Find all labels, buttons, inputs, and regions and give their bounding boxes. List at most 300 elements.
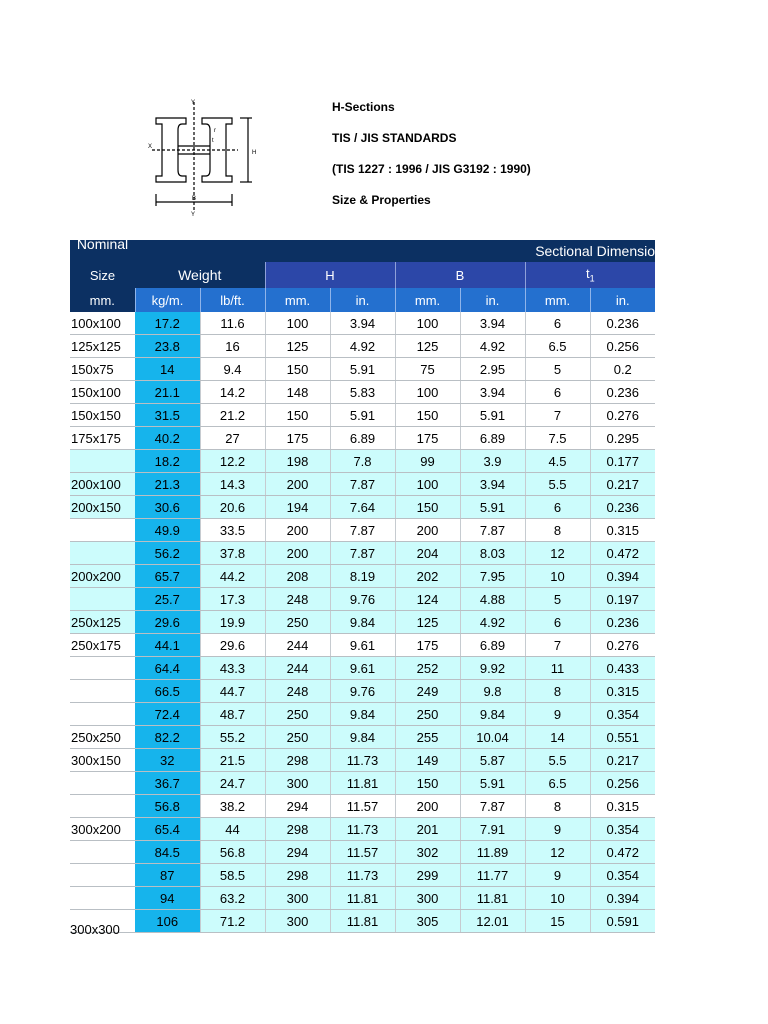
weight-kg-cell: 94 xyxy=(135,887,200,910)
t-mm-cell: 9 xyxy=(525,818,590,841)
t-mm-cell: 5.5 xyxy=(525,749,590,772)
h-mm-cell: 148 xyxy=(265,381,330,404)
h-mm-cell: 200 xyxy=(265,542,330,565)
b-in-cell: 7.87 xyxy=(460,795,525,818)
b-mm-cell: 99 xyxy=(395,450,460,473)
h-mm-cell: 248 xyxy=(265,588,330,611)
h-mm-cell: 150 xyxy=(265,358,330,381)
b-mm-cell: 75 xyxy=(395,358,460,381)
b-mm-cell: 125 xyxy=(395,335,460,358)
t-in-cell: 0.177 xyxy=(590,450,655,473)
t-in-cell: 0.354 xyxy=(590,703,655,726)
weight-lb-cell: 21.5 xyxy=(200,749,265,772)
b-in-cell: 4.92 xyxy=(460,335,525,358)
b-in-cell: 12.01 xyxy=(460,910,525,933)
t-mm-cell: 6 xyxy=(525,312,590,335)
table-row xyxy=(70,726,655,749)
t-mm-cell: 11 xyxy=(525,657,590,680)
h-mm-cell: 150 xyxy=(265,404,330,427)
h-mm-cell: 200 xyxy=(265,473,330,496)
weight-kg-cell: 23.8 xyxy=(135,335,200,358)
t-in-cell: 0.315 xyxy=(590,680,655,703)
t-in-cell: 0.236 xyxy=(590,381,655,404)
b-in-cell: 7.87 xyxy=(460,519,525,542)
table-row xyxy=(70,427,655,450)
b-in-cell: 6.89 xyxy=(460,427,525,450)
b-in-cell: 9.84 xyxy=(460,703,525,726)
size-cell: 175x175 xyxy=(70,427,135,450)
t-in-cell: 0.276 xyxy=(590,404,655,427)
weight-lb-cell: 56.8 xyxy=(200,841,265,864)
t-mm-cell: 8 xyxy=(525,795,590,818)
b-mm-cell: 300 xyxy=(395,887,460,910)
t-mm-cell: 5.5 xyxy=(525,473,590,496)
t-in-cell: 0.276 xyxy=(590,634,655,657)
h-in-cell: 8.19 xyxy=(330,565,395,588)
h-in-cell: 6.89 xyxy=(330,427,395,450)
h-mm-cell: 125 xyxy=(265,335,330,358)
table-row xyxy=(70,358,655,381)
weight-kg-cell: 106 xyxy=(135,910,200,933)
b-in-cell: 5.91 xyxy=(460,404,525,427)
b-in-cell: 5.87 xyxy=(460,749,525,772)
b-mm-cell: 175 xyxy=(395,634,460,657)
weight-lb-cell: 55.2 xyxy=(200,726,265,749)
t-mm-cell: 15 xyxy=(525,910,590,933)
t-in-cell: 0.2 xyxy=(590,358,655,381)
properties-table xyxy=(70,236,656,937)
h-mm-header: mm. xyxy=(265,288,330,312)
size-cell: 125x125 xyxy=(70,335,135,358)
h-mm-cell: 208 xyxy=(265,565,330,588)
weight-kg-cell: 30.6 xyxy=(135,496,200,519)
t-mm-cell: 6 xyxy=(525,381,590,404)
b-mm-cell: 200 xyxy=(395,795,460,818)
weight-lb-cell: 14.3 xyxy=(200,473,265,496)
b-mm-cell: 252 xyxy=(395,657,460,680)
table-row xyxy=(70,680,655,703)
weight-lb-cell: 63.2 xyxy=(200,887,265,910)
b-mm-cell: 150 xyxy=(395,404,460,427)
table-row xyxy=(70,588,655,611)
h-in-cell: 5.91 xyxy=(330,404,395,427)
weight-lb-cell: 48.7 xyxy=(200,703,265,726)
b-mm-cell: 305 xyxy=(395,910,460,933)
h-in-cell: 11.81 xyxy=(330,772,395,795)
b-in-cell: 3.9 xyxy=(460,450,525,473)
b-in-cell: 5.91 xyxy=(460,772,525,795)
table-row xyxy=(70,542,655,565)
size-header: Size xyxy=(70,262,135,288)
t-mm-cell: 6.5 xyxy=(525,335,590,358)
table-row xyxy=(70,634,655,657)
weight-lb-cell: 27 xyxy=(200,427,265,450)
t-mm-cell: 8 xyxy=(525,680,590,703)
b-mm-header: mm. xyxy=(395,288,460,312)
h-mm-cell: 250 xyxy=(265,726,330,749)
cutoff-size-label: 300x300 xyxy=(70,922,120,937)
t-mm-cell: 9 xyxy=(525,864,590,887)
table-row xyxy=(70,887,655,910)
t-in-cell: 0.551 xyxy=(590,726,655,749)
size-cell xyxy=(70,864,135,887)
h-in-cell: 9.76 xyxy=(330,588,395,611)
standards-title: TIS / JIS STANDARDS xyxy=(332,131,457,145)
h-in-cell: 5.83 xyxy=(330,381,395,404)
size-cell xyxy=(70,772,135,795)
t-in-cell: 0.394 xyxy=(590,887,655,910)
t-in-cell: 0.217 xyxy=(590,473,655,496)
size-cell xyxy=(70,795,135,818)
b-in-cell: 11.89 xyxy=(460,841,525,864)
weight-lb-cell: 38.2 xyxy=(200,795,265,818)
table-row xyxy=(70,864,655,887)
section-title: H-Sections xyxy=(332,100,395,114)
b-mm-cell: 249 xyxy=(395,680,460,703)
weight-kg-cell: 44.1 xyxy=(135,634,200,657)
b-in-cell: 8.03 xyxy=(460,542,525,565)
weight-lb-cell: 16 xyxy=(200,335,265,358)
weight-lb-cell: 11.6 xyxy=(200,312,265,335)
t-mm-cell: 7 xyxy=(525,404,590,427)
weight-kg-cell: 36.7 xyxy=(135,772,200,795)
size-cell: 200x150 xyxy=(70,496,135,519)
weight-lb-cell: 33.5 xyxy=(200,519,265,542)
h-mm-cell: 194 xyxy=(265,496,330,519)
t-in-cell: 0.197 xyxy=(590,588,655,611)
weight-lb-cell: 71.2 xyxy=(200,910,265,933)
t-in-cell: 0.315 xyxy=(590,795,655,818)
diagram-label-t: t xyxy=(212,138,214,144)
h-mm-cell: 300 xyxy=(265,772,330,795)
table-row xyxy=(70,611,655,634)
weight-kg-cell: 14 xyxy=(135,358,200,381)
size-cell: 300x200 xyxy=(70,818,135,841)
h-in-cell: 7.87 xyxy=(330,542,395,565)
b-in-cell: 9.92 xyxy=(460,657,525,680)
size-cell xyxy=(70,588,135,611)
b-in-cell: 6.89 xyxy=(460,634,525,657)
t-in-cell: 0.591 xyxy=(590,910,655,933)
table-row xyxy=(70,519,655,542)
b-mm-cell: 150 xyxy=(395,772,460,795)
t-mm-cell: 14 xyxy=(525,726,590,749)
b-in-cell: 9.8 xyxy=(460,680,525,703)
weight-kg-cell: 87 xyxy=(135,864,200,887)
t-in-cell: 0.236 xyxy=(590,496,655,519)
weight-lb-cell: 17.3 xyxy=(200,588,265,611)
size-cell xyxy=(70,887,135,910)
h-in-cell: 9.61 xyxy=(330,657,395,680)
h-mm-cell: 250 xyxy=(265,611,330,634)
weight-kg-cell: 84.5 xyxy=(135,841,200,864)
h-in-cell: 11.73 xyxy=(330,818,395,841)
size-cell xyxy=(70,680,135,703)
size-cell xyxy=(70,841,135,864)
t-mm-cell: 8 xyxy=(525,519,590,542)
t-in-cell: 0.236 xyxy=(590,312,655,335)
weight-lb-cell: 20.6 xyxy=(200,496,265,519)
weight-kg-cell: 21.3 xyxy=(135,473,200,496)
b-in-header: in. xyxy=(460,288,525,312)
t-in-cell: 0.236 xyxy=(590,611,655,634)
t-mm-header: mm. xyxy=(525,288,590,312)
t-in-cell: 0.472 xyxy=(590,542,655,565)
h-in-cell: 9.84 xyxy=(330,703,395,726)
h-mm-cell: 244 xyxy=(265,634,330,657)
table-row xyxy=(70,565,655,588)
b-mm-cell: 124 xyxy=(395,588,460,611)
b-mm-cell: 100 xyxy=(395,473,460,496)
t-in-cell: 0.394 xyxy=(590,565,655,588)
size-cell: 300x150 xyxy=(70,749,135,772)
size-cell: 250x125 xyxy=(70,611,135,634)
t-mm-cell: 7 xyxy=(525,634,590,657)
weight-kg-cell: 66.5 xyxy=(135,680,200,703)
h-in-header: in. xyxy=(330,288,395,312)
weight-lb-cell: 37.8 xyxy=(200,542,265,565)
size-properties-subtitle: Size & Properties xyxy=(332,193,431,207)
weight-kg-cell: 17.2 xyxy=(135,312,200,335)
h-mm-cell: 198 xyxy=(265,450,330,473)
weight-lb-cell: 44.7 xyxy=(200,680,265,703)
t-mm-cell: 7.5 xyxy=(525,427,590,450)
h-in-cell: 11.73 xyxy=(330,864,395,887)
table-row xyxy=(70,496,655,519)
weight-lb-cell: 43.3 xyxy=(200,657,265,680)
diagram-label-y-top: Y xyxy=(191,100,196,106)
t-mm-cell: 6.5 xyxy=(525,772,590,795)
weight-kg-cell: 25.7 xyxy=(135,588,200,611)
b-in-cell: 4.88 xyxy=(460,588,525,611)
h-mm-cell: 300 xyxy=(265,910,330,933)
h-in-cell: 9.61 xyxy=(330,634,395,657)
b-mm-cell: 200 xyxy=(395,519,460,542)
weight-kg-cell: 40.2 xyxy=(135,427,200,450)
t-in-cell: 0.354 xyxy=(590,818,655,841)
h-group-header: H xyxy=(265,262,395,288)
size-cell xyxy=(70,450,135,473)
size-cell: 100x100 xyxy=(70,312,135,335)
t-mm-cell: 12 xyxy=(525,841,590,864)
b-in-cell: 3.94 xyxy=(460,381,525,404)
b-in-cell: 11.77 xyxy=(460,864,525,887)
h-in-cell: 4.92 xyxy=(330,335,395,358)
weight-lb-cell: 44 xyxy=(200,818,265,841)
size-cell: 150x75 xyxy=(70,358,135,381)
table-row xyxy=(70,657,655,680)
weight-kg-cell: 32 xyxy=(135,749,200,772)
h-in-cell: 11.73 xyxy=(330,749,395,772)
diagram-label-x: X xyxy=(148,144,153,150)
b-mm-cell: 100 xyxy=(395,312,460,335)
weight-lb-cell: 44.2 xyxy=(200,565,265,588)
table-row xyxy=(70,795,655,818)
weight-kg-cell: 64.4 xyxy=(135,657,200,680)
size-cell: 250x250 xyxy=(70,726,135,749)
b-mm-cell: 250 xyxy=(395,703,460,726)
t-mm-cell: 4.5 xyxy=(525,450,590,473)
h-in-cell: 7.8 xyxy=(330,450,395,473)
h-mm-cell: 294 xyxy=(265,795,330,818)
b-in-cell: 7.91 xyxy=(460,818,525,841)
b-group-header: B xyxy=(395,262,525,288)
b-in-cell: 2.95 xyxy=(460,358,525,381)
size-cell xyxy=(70,703,135,726)
h-in-cell: 11.57 xyxy=(330,841,395,864)
sectional-dimension-header: Sectional Dimensio xyxy=(265,240,655,262)
b-in-cell: 4.92 xyxy=(460,611,525,634)
weight-lb-header: lb/ft. xyxy=(200,288,265,312)
h-in-cell: 7.87 xyxy=(330,519,395,542)
b-mm-cell: 201 xyxy=(395,818,460,841)
h-mm-cell: 298 xyxy=(265,749,330,772)
weight-kg-cell: 56.2 xyxy=(135,542,200,565)
t-mm-cell: 5 xyxy=(525,358,590,381)
table-row xyxy=(70,818,655,841)
h-mm-cell: 298 xyxy=(265,864,330,887)
weight-kg-cell: 49.9 xyxy=(135,519,200,542)
b-in-cell: 11.81 xyxy=(460,887,525,910)
weight-kg-cell: 21.1 xyxy=(135,381,200,404)
t1-subscript: 1 xyxy=(589,273,595,284)
b-mm-cell: 302 xyxy=(395,841,460,864)
weight-lb-cell: 14.2 xyxy=(200,381,265,404)
b-in-cell: 3.94 xyxy=(460,473,525,496)
weight-lb-cell: 12.2 xyxy=(200,450,265,473)
weight-kg-header: kg/m. xyxy=(135,288,200,312)
weight-header: Weight xyxy=(135,262,265,288)
h-mm-cell: 300 xyxy=(265,887,330,910)
b-in-cell: 7.95 xyxy=(460,565,525,588)
table-row xyxy=(70,841,655,864)
b-mm-cell: 204 xyxy=(395,542,460,565)
table-row xyxy=(70,450,655,473)
h-in-cell: 5.91 xyxy=(330,358,395,381)
table-row xyxy=(70,381,655,404)
size-cell: 150x150 xyxy=(70,404,135,427)
table-row xyxy=(70,703,655,726)
h-mm-cell: 298 xyxy=(265,818,330,841)
t-in-cell: 0.354 xyxy=(590,864,655,887)
t-mm-cell: 10 xyxy=(525,565,590,588)
weight-lb-cell: 24.7 xyxy=(200,772,265,795)
t-mm-cell: 9 xyxy=(525,703,590,726)
h-mm-cell: 250 xyxy=(265,703,330,726)
h-in-cell: 7.64 xyxy=(330,496,395,519)
b-mm-cell: 299 xyxy=(395,864,460,887)
weight-kg-cell: 29.6 xyxy=(135,611,200,634)
h-mm-cell: 100 xyxy=(265,312,330,335)
t-in-cell: 0.217 xyxy=(590,749,655,772)
nominal-header: Nominal xyxy=(70,240,135,262)
h-in-cell: 11.57 xyxy=(330,795,395,818)
table-row xyxy=(70,749,655,772)
weight-kg-cell: 56.8 xyxy=(135,795,200,818)
h-in-cell: 9.84 xyxy=(330,726,395,749)
weight-lb-cell: 19.9 xyxy=(200,611,265,634)
h-mm-cell: 200 xyxy=(265,519,330,542)
b-mm-cell: 149 xyxy=(395,749,460,772)
table-row xyxy=(70,312,655,335)
weight-kg-cell: 65.4 xyxy=(135,818,200,841)
h-mm-cell: 248 xyxy=(265,680,330,703)
size-cell: 250x175 xyxy=(70,634,135,657)
weight-lb-cell: 9.4 xyxy=(200,358,265,381)
standards-codes: (TIS 1227 : 1996 / JIS G3192 : 1990) xyxy=(332,162,531,176)
table-row xyxy=(70,910,655,933)
t-in-cell: 0.295 xyxy=(590,427,655,450)
size-cell: 150x100 xyxy=(70,381,135,404)
table-row xyxy=(70,404,655,427)
h-mm-cell: 175 xyxy=(265,427,330,450)
weight-lb-cell: 29.6 xyxy=(200,634,265,657)
h-section-diagram-icon xyxy=(148,98,270,216)
size-cell xyxy=(70,542,135,565)
b-in-cell: 3.94 xyxy=(460,312,525,335)
weight-kg-cell: 72.4 xyxy=(135,703,200,726)
t1-group-header: $t_1$ xyxy=(525,262,655,288)
h-mm-cell: 294 xyxy=(265,841,330,864)
h-in-cell: 7.87 xyxy=(330,473,395,496)
weight-kg-cell: 82.2 xyxy=(135,726,200,749)
b-mm-cell: 255 xyxy=(395,726,460,749)
t-mm-cell: 6 xyxy=(525,611,590,634)
t-in-header: in. xyxy=(590,288,655,312)
h-in-cell: 9.84 xyxy=(330,611,395,634)
size-unit-header: mm. xyxy=(70,288,135,312)
weight-kg-cell: 65.7 xyxy=(135,565,200,588)
b-mm-cell: 150 xyxy=(395,496,460,519)
t-in-cell: 0.472 xyxy=(590,841,655,864)
b-mm-cell: 202 xyxy=(395,565,460,588)
size-cell: 200x200 xyxy=(70,565,135,588)
t-mm-cell: 12 xyxy=(525,542,590,565)
t-in-cell: 0.256 xyxy=(590,772,655,795)
h-mm-cell: 244 xyxy=(265,657,330,680)
weight-lb-cell: 58.5 xyxy=(200,864,265,887)
size-cell xyxy=(70,519,135,542)
diagram-label-r: r xyxy=(214,128,216,134)
t-mm-cell: 5 xyxy=(525,588,590,611)
size-cell: 200x100 xyxy=(70,473,135,496)
h-in-cell: 11.81 xyxy=(330,910,395,933)
weight-kg-cell: 18.2 xyxy=(135,450,200,473)
b-mm-cell: 100 xyxy=(395,381,460,404)
diagram-label-y-bottom: Y xyxy=(191,212,196,218)
table-row xyxy=(70,473,655,496)
t-mm-cell: 6 xyxy=(525,496,590,519)
t-in-cell: 0.433 xyxy=(590,657,655,680)
diagram-label-h: H xyxy=(252,150,257,156)
h-in-cell: 9.76 xyxy=(330,680,395,703)
table-row xyxy=(70,335,655,358)
b-mm-cell: 175 xyxy=(395,427,460,450)
t-mm-cell: 10 xyxy=(525,887,590,910)
b-mm-cell: 125 xyxy=(395,611,460,634)
weight-header-top xyxy=(135,240,265,262)
size-cell xyxy=(70,657,135,680)
t-in-cell: 0.315 xyxy=(590,519,655,542)
table-row xyxy=(70,772,655,795)
h-in-cell: 11.81 xyxy=(330,887,395,910)
t-in-cell: 0.256 xyxy=(590,335,655,358)
weight-kg-cell: 31.5 xyxy=(135,404,200,427)
diagram-label-b: B xyxy=(192,196,197,202)
weight-lb-cell: 21.2 xyxy=(200,404,265,427)
b-in-cell: 5.91 xyxy=(460,496,525,519)
b-in-cell: 10.04 xyxy=(460,726,525,749)
